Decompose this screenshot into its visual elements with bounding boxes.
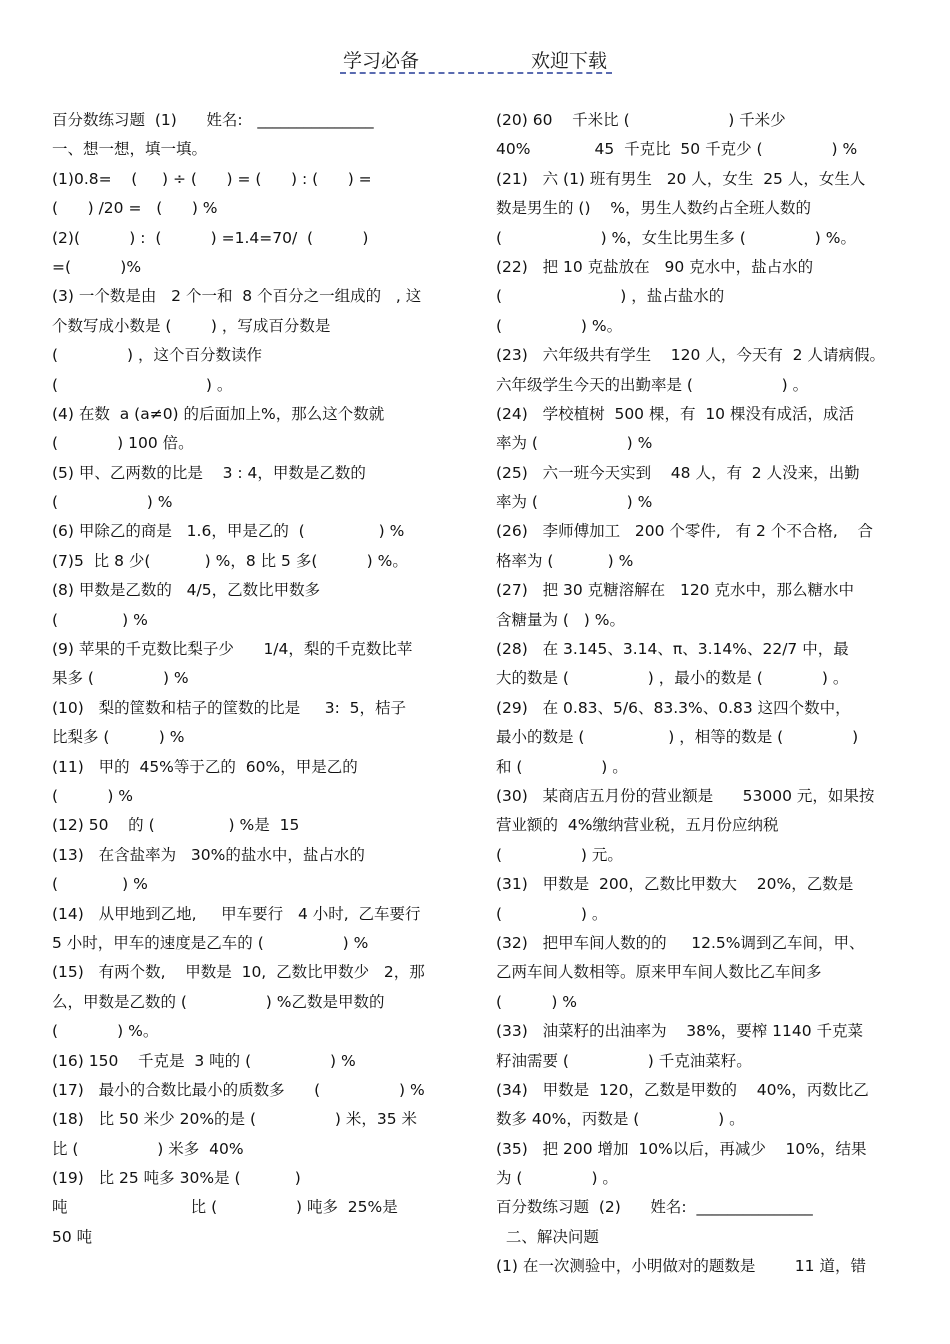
- right-column-line: 为 ( ) 。: [496, 1169, 618, 1188]
- right-column-line: (21) 六 (1) 班有男生 20 人，女生 25 人，女生人: [496, 169, 866, 188]
- left-column-line: 50 吨: [52, 1227, 93, 1246]
- right-column-line: (1) 在一次测验中，小明做对的题数是 11 道，错: [496, 1257, 866, 1276]
- left-column-line: 果多 ( ) %: [52, 669, 189, 688]
- left-column-line: (15) 有两个数, 甲数是 10, 乙数比甲数少 2，那: [52, 963, 425, 982]
- right-column-line: 和 ( ) 。: [496, 757, 628, 776]
- right-column-line: ( ) ，盐占盐水的: [496, 287, 725, 306]
- right-column-line: 乙两车间人数相等。原来甲车间人数比乙车间多: [496, 963, 822, 982]
- left-column-line: (2)( ) : ( ) =1.4=70/ ( ): [52, 228, 369, 247]
- right-column-line: (32) 把甲车间人数的的 12.5%调到乙车间，甲、: [496, 933, 865, 952]
- right-column-line: 数是男生的 () %，男生人数约占全班人数的: [496, 199, 811, 218]
- left-column-line: (17) 最小的合数比最小的质数多 ( ) %: [52, 1080, 425, 1099]
- right-column-line: (27) 把 30 克糖溶解在 120 克水中，那么糖水中: [496, 581, 854, 600]
- left-column-line: 百分数练习题 (1) 姓名: _______________: [52, 111, 374, 129]
- right-column-line: 含糖量为 ( ) %。: [496, 610, 625, 629]
- right-column-line: (24) 学校植树 500 棵，有 10 棵没有成活，成活: [496, 404, 854, 423]
- right-column-line: (26) 李师傅加工 200 个零件, 有 2 个不合格, 合: [496, 522, 873, 541]
- left-column-line: (18) 比 50 米少 20%的是 ( ) 米，35 米: [52, 1110, 417, 1129]
- right-column-line: 40% 45 千克比 50 千克少 ( ) %: [496, 140, 858, 159]
- left-column-line: ( ) ，这个百分数读作: [52, 346, 262, 365]
- right-column-line: (20) 60 千米比 ( ) 千米少: [496, 111, 786, 129]
- page-header: [0, 46, 950, 73]
- left-column-line: 么，甲数是乙数的 ( ) %乙数是甲数的: [52, 992, 385, 1011]
- right-column-line: 率为 ( ) %: [496, 434, 653, 453]
- right-column-line: (30) 某商店五月份的营业额是 53000 元，如果按: [496, 786, 875, 805]
- right-column-line: 营业额的 4%缴纳营业税，五月份应纳税: [496, 816, 779, 835]
- right-column-line: (25) 六一班今天实到 48 人，有 2 人没来，出勤: [496, 463, 860, 482]
- header-right-text: 欢迎下载: [531, 50, 608, 72]
- left-column-line: (11) 甲的 45%等于乙的 60%，甲是乙的: [52, 757, 358, 776]
- right-column-line: 六年级学生今天的出勤率是 ( ) 。: [496, 375, 809, 394]
- left-column-line: ( ) 。: [52, 375, 233, 394]
- right-column-line: 籽油需要 ( ) 千克油菜籽。: [496, 1051, 752, 1070]
- right-column-line: (31) 甲数是 200，乙数比甲数大 20%，乙数是: [496, 875, 854, 894]
- right-column-line: (28) 在 3.145、3.14、π、3.14%、22/7 中，最: [496, 640, 849, 659]
- right-column-line: 格率为 ( ) %: [496, 551, 634, 570]
- left-column-line: ( ) %。: [52, 1022, 159, 1041]
- right-column-line: (35) 把 200 增加 10%以后，再减少 10%，结果: [496, 1139, 867, 1158]
- left-column-line: (19) 比 25 吨多 30%是 ( ): [52, 1169, 301, 1188]
- left-column-line: 吨 比 ( ) 吨多 25%是: [52, 1198, 398, 1217]
- left-column-line: 一、想一想，填一填。: [52, 140, 208, 159]
- left-column-line: ( ) %: [52, 786, 134, 805]
- left-column-line: 个数写成小数是 ( ) ，写成百分数是: [52, 316, 331, 335]
- left-column-line: (14) 从甲地到乙地, 甲车要行 4 小时, 乙车要行: [52, 904, 421, 923]
- left-column-line: 比梨多 ( ) %: [52, 728, 185, 747]
- left-column-line: (4) 在数 a (a≠0) 的后面加上%，那么这个数就: [52, 404, 385, 423]
- left-column-line: (12) 50 的 ( ) %是 15: [52, 816, 300, 835]
- left-column-line: (9) 苹果的千克数比梨子少 1/4，梨的千克数比苹: [52, 640, 413, 659]
- right-column-line: (34) 甲数是 120，乙数是甲数的 40%，丙数比乙: [496, 1080, 869, 1099]
- left-column: [52, 106, 460, 1252]
- right-column-line: (33) 油菜籽的出油率为 38%，要榨 1140 千克菜: [496, 1022, 864, 1041]
- right-column-line: ( ) 。: [496, 904, 608, 923]
- left-column-line: (8) 甲数是乙数的 4/5，乙数比甲数多: [52, 581, 321, 600]
- right-column-line: 率为 ( ) %: [496, 493, 653, 512]
- left-column-line: (5) 甲、乙两数的比是 3 : 4，甲数是乙数的: [52, 463, 366, 482]
- right-column-line: (23) 六年级共有学生 120 人，今天有 2 人请病假。: [496, 346, 885, 365]
- right-column-line: ( ) %: [496, 992, 578, 1011]
- header-left-text: 学习必备: [342, 50, 419, 72]
- right-column-line: (29) 在 0.83、5/6、83.3%、0.83 这四个数中，: [496, 698, 851, 717]
- left-column-line: ( ) 100 倍。: [52, 434, 194, 453]
- right-column: [496, 106, 898, 1282]
- left-column-line: ( ) %: [52, 493, 173, 512]
- left-column-line: 5 小时，甲车的速度是乙车的 ( ) %: [52, 933, 369, 952]
- header-dashed-underline: [340, 72, 612, 74]
- right-column-line: 二、解决问题: [496, 1227, 599, 1246]
- right-column-line: ( ) %，女生比男生多 ( ) %。: [496, 228, 856, 247]
- left-column-line: (10) 梨的筐数和桔子的筐数的比是 3: 5，桔子: [52, 698, 407, 717]
- left-column-line: (7)5 比 8 少( ) %，8 比 5 多( ) %。: [52, 551, 408, 570]
- left-column-line: (6) 甲除乙的商是 1.6，甲是乙的 ( ) %: [52, 522, 405, 541]
- left-column-line: =( )%: [52, 257, 142, 276]
- left-column-line: ( ) /20 = ( ) %: [52, 199, 218, 218]
- left-column-line: 比 ( ) 米多 40%: [52, 1139, 244, 1158]
- right-column-line: 数多 40%，丙数是 ( ) 。: [496, 1110, 745, 1129]
- right-column-line: 最小的数是 ( ) ，相等的数是 ( ): [496, 728, 859, 747]
- right-column-line: ( ) %。: [496, 316, 623, 335]
- right-column-line: (22) 把 10 克盐放在 90 克水中，盐占水的: [496, 257, 814, 276]
- right-column-line: ( ) 元。: [496, 845, 623, 864]
- right-column-line: 大的数是 ( ) ，最小的数是 ( ) 。: [496, 669, 849, 688]
- left-column-line: (3) 一个数是由 2 个一和 8 个百分之一组成的 , 这: [52, 287, 422, 306]
- left-column-line: (16) 150 千克是 3 吨的 ( ) %: [52, 1051, 356, 1070]
- left-column-line: (13) 在含盐率为 30%的盐水中，盐占水的: [52, 845, 365, 864]
- right-column-line: 百分数练习题 (2) 姓名: _______________: [496, 1198, 813, 1217]
- left-column-line: (1)0.8= ( ) ÷ ( ) = ( ) : ( ) =: [52, 169, 372, 188]
- left-column-line: ( ) %: [52, 875, 148, 894]
- left-column-line: ( ) %: [52, 610, 148, 629]
